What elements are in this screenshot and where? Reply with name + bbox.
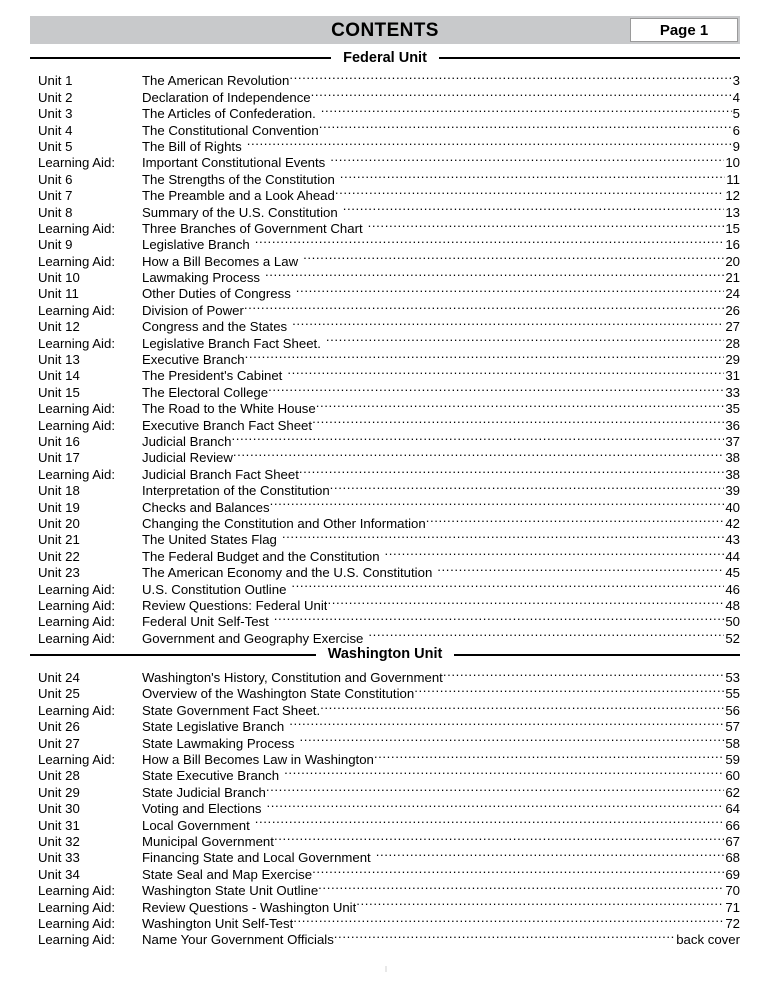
footer-mark xyxy=(385,966,387,972)
toc-entry-page: 5 xyxy=(732,106,740,122)
toc-leader-dots xyxy=(327,594,724,610)
toc-entry-title: State Legislative Branch xyxy=(142,719,285,735)
toc-entry-label: Unit 11 xyxy=(38,286,79,302)
toc-entry-label: Unit 6 xyxy=(38,171,73,187)
toc-entry-page: 50 xyxy=(725,614,740,630)
toc-entry-page: 15 xyxy=(725,220,740,236)
toc-entry-title: Washington's History, Constitution and Government xyxy=(142,670,443,686)
toc-entry-page: 33 xyxy=(725,384,740,400)
toc-entry-page: 70 xyxy=(725,883,740,899)
toc-leader-dots xyxy=(316,397,725,413)
toc-entry-label: Unit 27 xyxy=(38,735,80,751)
toc-leader-dots xyxy=(255,233,725,249)
toc-entry[interactable] xyxy=(30,69,740,89)
toc-entry-label: Unit 13 xyxy=(38,352,80,368)
toc-entry-label: Learning Aid: xyxy=(38,614,115,630)
toc-entry-page: 10 xyxy=(725,155,740,171)
toc-entry-label: Unit 19 xyxy=(38,499,80,515)
toc-entry-title: Legislative Branch Fact Sheet. xyxy=(142,335,321,351)
toc-entry-title: Voting and Elections xyxy=(142,801,262,817)
toc-leader-dots xyxy=(274,610,725,626)
section-title: Washington Unit xyxy=(327,646,443,663)
toc-entry-label: Unit 31 xyxy=(38,817,80,833)
toc-entry-page: 48 xyxy=(725,597,740,613)
toc-entry-title: State Government Fact Sheet. xyxy=(142,702,321,718)
toc-entry-label: Unit 4 xyxy=(38,122,73,138)
toc-entry-label: Learning Aid: xyxy=(38,253,115,269)
toc-entry-page: 68 xyxy=(725,850,740,866)
toc-entry-page: 52 xyxy=(725,630,740,646)
toc-entry-label: Learning Aid: xyxy=(38,155,115,171)
toc-leader-dots xyxy=(311,85,732,101)
toc-entry-title: Three Branches of Government Chart xyxy=(142,220,363,236)
toc-entry-label: Unit 15 xyxy=(38,384,80,400)
section-divider-inner xyxy=(30,49,740,67)
page-number-label: Page 1 xyxy=(659,21,709,39)
toc-leader-dots xyxy=(266,780,724,796)
toc-leader-dots xyxy=(374,748,724,764)
toc-entry-title: The Federal Budget and the Constitution xyxy=(142,548,380,564)
toc-leader-dots xyxy=(320,698,724,714)
toc-entry-title: Important Constitutional Events xyxy=(142,155,326,171)
toc-entry-label: Learning Aid: xyxy=(38,581,115,597)
toc-leader-dots xyxy=(356,895,724,911)
toc-leader-dots xyxy=(247,135,732,151)
toc-entry-page: 28 xyxy=(725,335,740,351)
toc-entry-page: 62 xyxy=(725,784,740,800)
toc-entry-page: 29 xyxy=(725,352,740,368)
toc-entry-page: 56 xyxy=(725,702,740,718)
toc-entry-label: Learning Aid: xyxy=(38,702,115,718)
toc-entry-title: Judicial Branch xyxy=(142,433,232,449)
toc-leader-dots xyxy=(443,666,724,682)
section-divider xyxy=(30,46,740,69)
toc-entry-label: Unit 10 xyxy=(38,270,80,286)
toc-entry-label: Unit 8 xyxy=(38,204,73,220)
toc-leader-dots xyxy=(270,495,725,511)
toc-entry-label: Unit 21 xyxy=(38,532,80,548)
page-title: CONTENTS xyxy=(331,19,439,41)
toc-entry-label: Unit 14 xyxy=(38,368,80,384)
toc-entry-page: 35 xyxy=(725,401,740,417)
toc-leader-dots xyxy=(296,282,725,298)
toc-entry-page: 39 xyxy=(725,483,740,499)
toc-entry-title: The Constitutional Convention xyxy=(142,122,319,138)
toc-entry-page: 37 xyxy=(725,433,740,449)
toc-leader-dots xyxy=(340,167,726,183)
toc-entry-page: 40 xyxy=(725,499,740,515)
toc-entry-label: Unit 29 xyxy=(38,784,80,800)
toc-entry-label: Learning Aid: xyxy=(38,417,115,433)
toc-entry-label: Unit 2 xyxy=(38,89,73,105)
toc-entry-title: The President's Cabinet xyxy=(142,368,283,384)
toc-entry-label: Unit 7 xyxy=(38,188,73,204)
toc-entry-page: 66 xyxy=(725,817,740,833)
toc-leader-dots xyxy=(319,118,732,134)
toc-entry-page: 16 xyxy=(725,237,740,253)
toc-entry-label: Learning Aid: xyxy=(38,302,115,318)
toc-leader-dots xyxy=(274,830,724,846)
toc-entry-title: Financing State and Local Government xyxy=(142,850,371,866)
toc-entry-title: Washington Unit Self-Test xyxy=(142,915,294,931)
toc-entry-page: 64 xyxy=(725,801,740,817)
toc-leader-dots xyxy=(330,151,724,167)
toc-entry-title: Local Government xyxy=(142,817,250,833)
toc-entry-label: Unit 30 xyxy=(38,801,80,817)
toc-entry-title: Name Your Government Officials xyxy=(142,932,334,948)
toc-entry-page: 69 xyxy=(725,866,740,882)
toc-entry-title: The Electoral College xyxy=(142,384,269,400)
toc-leader-dots xyxy=(255,813,725,829)
toc-entry-title: Declaration of Independence xyxy=(142,89,311,105)
toc-entry-page: 71 xyxy=(725,899,740,915)
toc-entry-page: 3 xyxy=(732,73,740,89)
toc-leader-dots xyxy=(233,446,724,462)
toc-entry-label: Unit 16 xyxy=(38,433,80,449)
toc-leader-dots xyxy=(265,266,724,282)
toc-leader-dots xyxy=(231,430,724,446)
toc-entry-page: 43 xyxy=(725,532,740,548)
toc-entry-title: Judicial Review xyxy=(142,450,233,466)
toc-entry-title: State Lawmaking Process xyxy=(142,735,295,751)
toc-entry-title: Government and Geography Exercise xyxy=(142,630,364,646)
toc-entry-page: 31 xyxy=(725,368,740,384)
toc-leader-dots xyxy=(368,217,725,233)
toc-leader-dots xyxy=(287,364,724,380)
toc-entry-title: The Bill of Rights xyxy=(142,138,242,154)
toc-entry-page: 4 xyxy=(732,89,740,105)
toc-leader-dots xyxy=(299,731,724,747)
toc-entry-title: Checks and Balances xyxy=(142,499,270,515)
toc-entry-page: 36 xyxy=(725,417,740,433)
toc-entry-title: Lawmaking Process xyxy=(142,270,261,286)
toc-entry-label: Unit 24 xyxy=(38,670,80,686)
toc-entry-title: The United States Flag xyxy=(142,532,277,548)
toc-leader-dots xyxy=(293,912,724,928)
toc-leader-dots xyxy=(426,512,725,528)
toc-entry-page: 45 xyxy=(725,565,740,581)
toc-entry-page: 60 xyxy=(725,768,740,784)
toc-entry-label: Unit 33 xyxy=(38,850,80,866)
toc-entry-title: Review Questions - Washington Unit xyxy=(142,899,357,915)
toc-entry-title: The Articles of Confederation. xyxy=(142,106,316,122)
toc-entry-page: 58 xyxy=(725,735,740,751)
toc-entry-title: State Judicial Branch xyxy=(142,784,266,800)
toc-leader-dots xyxy=(437,561,724,577)
divider-rule-right xyxy=(439,57,740,59)
toc-entry-page: 12 xyxy=(725,188,740,204)
toc-leader-dots xyxy=(291,577,724,593)
toc-leader-dots xyxy=(334,928,675,944)
toc-entry-page: 46 xyxy=(725,581,740,597)
toc-entry-label: Unit 26 xyxy=(38,719,80,735)
section-divider-inner xyxy=(30,646,740,664)
toc-leader-dots xyxy=(292,315,724,331)
toc-leader-dots xyxy=(268,380,724,396)
toc-entry-label: Unit 34 xyxy=(38,866,80,882)
toc-entry-title: Judicial Branch Fact Sheet xyxy=(142,466,299,482)
divider-rule-left xyxy=(30,57,331,59)
toc-entry-label: Learning Aid: xyxy=(38,932,115,948)
toc-leader-dots xyxy=(284,764,724,780)
toc-entry-label: Unit 9 xyxy=(38,237,73,253)
toc-entry-title: Congress and the States xyxy=(142,319,288,335)
toc-entry-label: Unit 3 xyxy=(38,106,73,122)
toc-leader-dots xyxy=(385,544,725,560)
toc-entry-title: Division of Power xyxy=(142,302,244,318)
toc-entry-title: How a Bill Becomes Law in Washington xyxy=(142,752,374,768)
toc-entry-page: 6 xyxy=(732,122,740,138)
toc-entry-page: 26 xyxy=(725,302,740,318)
toc-entry-title: Executive Branch Fact Sheet xyxy=(142,417,313,433)
toc-entry-page: 38 xyxy=(725,450,740,466)
toc-leader-dots xyxy=(244,298,724,314)
toc-entry-page: 27 xyxy=(725,319,740,335)
toc-entry-label: Learning Aid: xyxy=(38,630,115,646)
toc-entry-page: 59 xyxy=(725,752,740,768)
toc-entry-label: Learning Aid: xyxy=(38,220,115,236)
section-title: Federal Unit xyxy=(343,49,427,66)
toc-entry-page: 24 xyxy=(725,286,740,302)
toc-entry-label: Unit 5 xyxy=(38,138,73,154)
toc-leader-dots xyxy=(303,249,724,265)
toc-entry-title: Federal Unit Self-Test xyxy=(142,614,269,630)
toc-entry-label: Learning Aid: xyxy=(38,401,115,417)
toc-leader-dots xyxy=(321,102,732,118)
toc-entry-label: Learning Aid: xyxy=(38,466,115,482)
contents-header-bar xyxy=(30,16,740,44)
toc-entry-page: back cover xyxy=(676,932,740,948)
toc-leader-dots xyxy=(289,715,724,731)
toc-entry-label: Unit 32 xyxy=(38,833,80,849)
toc-entry-page: 38 xyxy=(725,466,740,482)
toc-leader-dots xyxy=(267,797,725,813)
page-number-box xyxy=(630,18,738,42)
toc-entry-title: State Executive Branch xyxy=(142,768,280,784)
divider-rule-left xyxy=(30,654,316,656)
toc-entry-title: Municipal Government xyxy=(142,833,274,849)
toc-entry-title: The Preamble and a Look Ahead xyxy=(142,188,335,204)
toc-entry-title: Legislative Branch xyxy=(142,237,250,253)
toc-entry-title: Washington State Unit Outline xyxy=(142,883,319,899)
toc-entry-title: Interpretation of the Constitution xyxy=(142,483,330,499)
toc-entry-title: Changing the Constitution and Other Information xyxy=(142,515,426,531)
toc-entry-label: Unit 18 xyxy=(38,483,80,499)
toc-entry-title: U.S. Constitution Outline xyxy=(142,581,287,597)
toc-entry-label: Unit 17 xyxy=(38,450,80,466)
toc-entry-label: Unit 12 xyxy=(38,319,80,335)
toc-leader-dots xyxy=(312,413,724,429)
toc-entry-page: 13 xyxy=(725,204,740,220)
toc-entry-page: 57 xyxy=(725,719,740,735)
toc-entry-title: Overview of the Washington State Constitution xyxy=(142,686,415,702)
toc-leader-dots xyxy=(368,626,724,642)
toc-entry-title: How a Bill Becomes a Law xyxy=(142,253,299,269)
table-of-contents xyxy=(30,46,740,948)
toc-entry-page: 67 xyxy=(725,833,740,849)
toc-leader-dots xyxy=(414,682,724,698)
toc-entry-label: Unit 22 xyxy=(38,548,80,564)
toc-entry-title: Review Questions: Federal Unit xyxy=(142,597,328,613)
toc-leader-dots xyxy=(335,184,725,200)
toc-entry-title: Executive Branch xyxy=(142,352,245,368)
toc-entry-label: Learning Aid: xyxy=(38,883,115,899)
toc-entry-page: 72 xyxy=(725,915,740,931)
toc-leader-dots xyxy=(376,846,725,862)
toc-entry-page: 20 xyxy=(725,253,740,269)
toc-entry-label: Unit 25 xyxy=(38,686,80,702)
toc-leader-dots xyxy=(289,69,731,85)
toc-entry-title: The American Revolution xyxy=(142,73,290,89)
toc-entry-label: Learning Aid: xyxy=(38,752,115,768)
toc-leader-dots xyxy=(343,200,725,216)
toc-entry-label: Learning Aid: xyxy=(38,915,115,931)
toc-entry-page: 44 xyxy=(725,548,740,564)
toc-entry-title: The American Economy and the U.S. Constitution xyxy=(142,565,433,581)
toc-leader-dots xyxy=(318,879,724,895)
toc-entry-label: Unit 28 xyxy=(38,768,80,784)
toc-entry-page: 42 xyxy=(725,515,740,531)
toc-entry-page: 21 xyxy=(725,270,740,286)
toc-leader-dots xyxy=(312,862,724,878)
toc-entry-page: 55 xyxy=(725,686,740,702)
toc-entry-title: Other Duties of Congress xyxy=(142,286,291,302)
toc-entry-title: Summary of the U.S. Constitution xyxy=(142,204,338,220)
toc-entry-label: Unit 20 xyxy=(38,515,80,531)
toc-leader-dots xyxy=(299,462,724,478)
divider-rule-right xyxy=(454,654,740,656)
toc-leader-dots xyxy=(326,331,724,347)
toc-entry-page: 53 xyxy=(725,670,740,686)
toc-entry-title: The Strengths of the Constitution xyxy=(142,171,335,187)
toc-entry-label: Learning Aid: xyxy=(38,597,115,613)
toc-entry-page: 9 xyxy=(732,138,740,154)
toc-leader-dots xyxy=(282,528,724,544)
toc-leader-dots xyxy=(330,479,725,495)
toc-entry-label: Unit 23 xyxy=(38,565,80,581)
toc-entry-title: The Road to the White House xyxy=(142,401,316,417)
toc-entry-label: Learning Aid: xyxy=(38,335,115,351)
toc-entry-label: Learning Aid: xyxy=(38,899,115,915)
toc-entry-title: State Seal and Map Exercise xyxy=(142,866,313,882)
toc-entry[interactable] xyxy=(30,666,740,686)
toc-entry-page: 11 xyxy=(726,171,740,187)
toc-entry-label: Unit 1 xyxy=(38,73,73,89)
toc-leader-dots xyxy=(245,348,725,364)
